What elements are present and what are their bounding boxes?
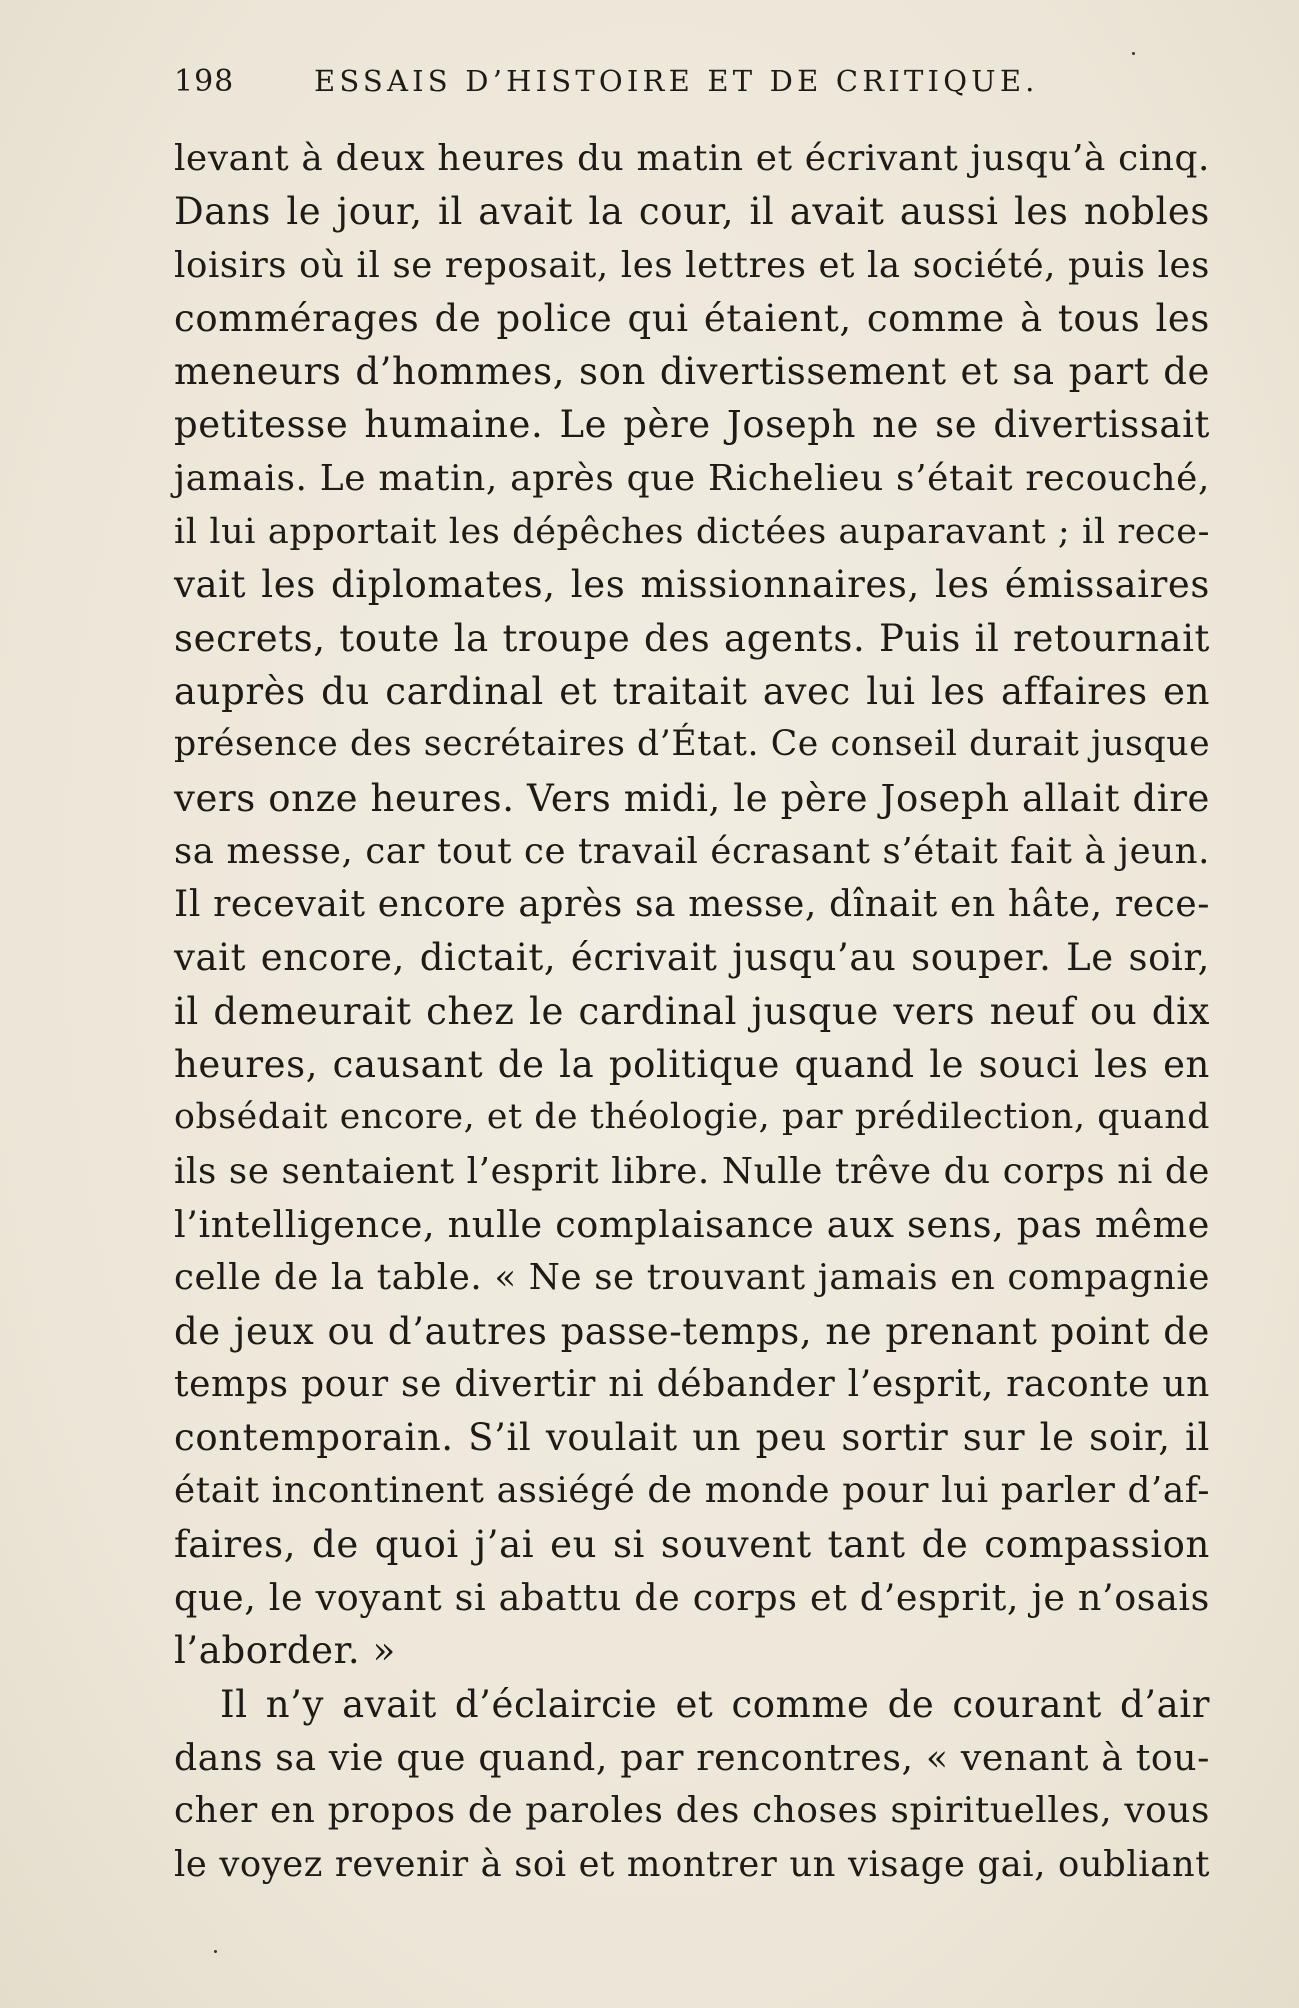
text-line: obsédait encore, et de théologie, par prédilection, quand: [174, 1097, 1210, 1138]
text-line: vait encore, dictait, écrivait jusqu’au souper. Le soir,: [174, 936, 1210, 980]
paper-speck: [214, 1950, 217, 1953]
text-line: le voyez revenir à soi et montrer un visage gai, oubliant: [174, 1843, 1210, 1885]
text-line: petitesse humaine. Le père Joseph ne se divertissait: [174, 403, 1210, 447]
text-line-paragraph-start: Il n’y avait d’éclaircie et comme de courant d’air: [220, 1682, 1210, 1726]
text-line: ils se sentaient l’esprit libre. Nulle trêve du corps ni de: [174, 1150, 1210, 1192]
text-line: commérages de police qui étaient, comme à tous les: [174, 296, 1210, 340]
running-title: ESSAIS D’HISTOIRE ET DE CRITIQUE.: [314, 64, 1039, 98]
text-line: de jeux ou d’autres passe-temps, ne prenant point de: [174, 1309, 1210, 1353]
body-text: [174, 132, 1210, 1891]
text-line: faires, de quoi j’ai eu si souvent tant de compassion: [174, 1522, 1210, 1566]
text-line: secrets, toute la troupe des agents. Puis il retournait: [174, 616, 1210, 660]
text-line: levant à deux heures du matin et écrivant jusqu’à cinq.: [174, 138, 1210, 179]
text-line: vait les diplomates, les missionnaires, les émissaires: [174, 563, 1210, 607]
text-line: meneurs d’hommes, son divertissement et sa part de: [174, 350, 1210, 394]
text-line: que, le voyant si abattu de corps et d’esprit, je n’osais: [174, 1576, 1210, 1620]
text-line: jamais. Le matin, après que Richelieu s’était recouché,: [174, 457, 1210, 499]
text-line: dans sa vie que quand, par rencontres, « venant à tou-: [174, 1735, 1210, 1779]
text-line: loisirs où il se reposait, les lettres et la société, puis les: [174, 244, 1210, 286]
text-line-paragraph-end: l’aborder. »: [174, 1629, 396, 1673]
text-line: présence des secrétaires d’État. Ce conseil durait jusque: [174, 724, 1211, 765]
running-header: [174, 64, 1224, 104]
text-line: temps pour se divertir ni débander l’esprit, raconte un: [174, 1362, 1210, 1405]
text-line: heures, causant de la politique quand le souci les en: [174, 1043, 1210, 1087]
text-line: contemporain. S’il voulait un peu sortir sur le soir, il: [174, 1416, 1210, 1460]
text-line: celle de la table. « Ne se trouvant jamais en compagnie: [174, 1257, 1210, 1299]
text-line: il lui apportait les dépêches dictées auparavant ; il rece-: [174, 511, 1210, 553]
text-line: il demeurait chez le cardinal jusque vers neuf ou dix: [174, 989, 1210, 1033]
text-line: auprès du cardinal et traitait avec lui les affaires en: [174, 669, 1210, 713]
text-line: était incontinent assiégé de monde pour lui parler d’af-: [174, 1470, 1210, 1512]
text-line: vers onze heures. Vers midi, le père Joseph allait dire: [174, 776, 1210, 820]
text-line: cher en propos de paroles des choses spirituelles, vous: [174, 1790, 1210, 1832]
paper-speck: [1132, 52, 1135, 55]
text-line: Dans le jour, il avait la cour, il avait aussi les nobles: [174, 190, 1210, 234]
text-line: l’intelligence, nulle complaisance aux sens, pas même: [174, 1202, 1210, 1246]
text-line: sa messe, car tout ce travail écrasant s’était fait à jeun.: [174, 830, 1210, 872]
page-number: 198: [174, 64, 235, 99]
text-line: Il recevait encore après sa messe, dînait en hâte, rece-: [174, 884, 1210, 926]
